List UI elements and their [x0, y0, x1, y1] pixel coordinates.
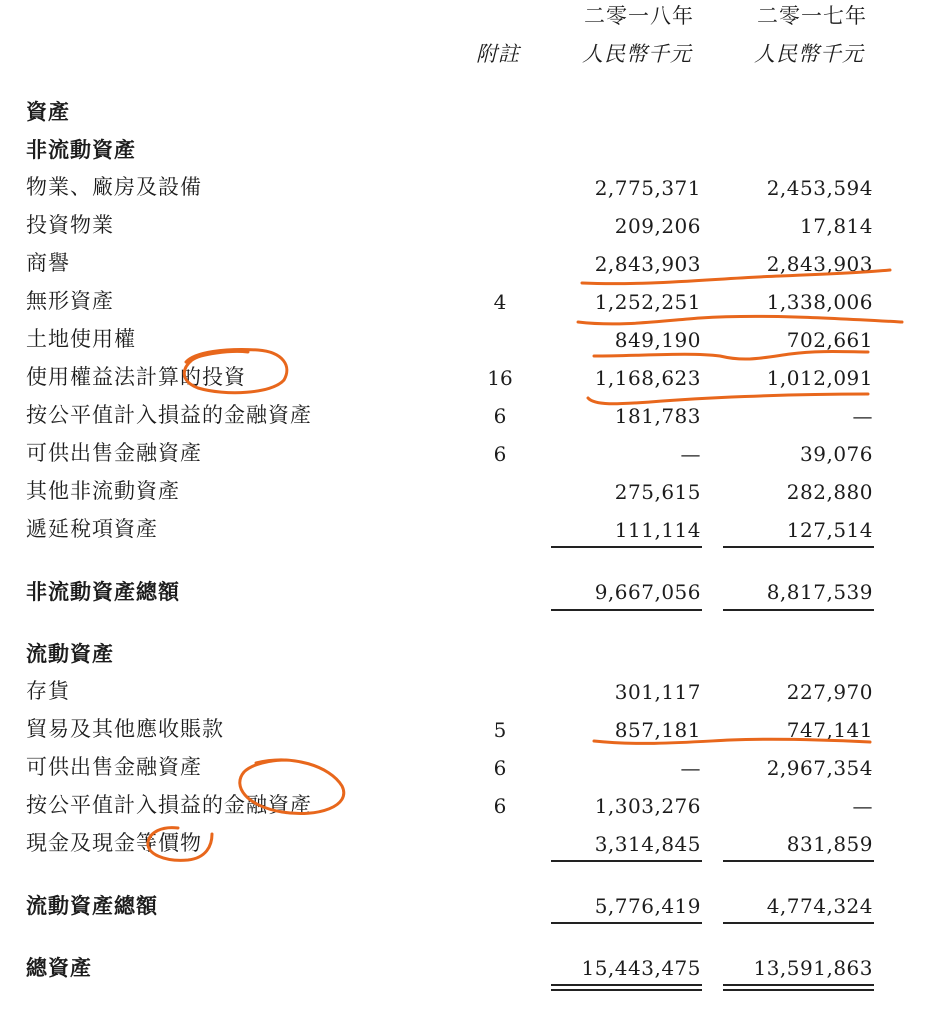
row-label: 使用權益法計算的投資	[26, 365, 246, 389]
value-2018: 1,168,623	[594, 366, 701, 390]
underline-land-use	[594, 352, 868, 360]
header-year-2018: 二零一八年	[584, 4, 694, 28]
note-ref: 16	[487, 366, 513, 390]
value-2017: 747,141	[786, 718, 873, 742]
value-2018: 275,615	[614, 480, 701, 504]
header-currency-2017: 人民幣千元	[754, 42, 864, 66]
underline-goodwill	[582, 270, 890, 284]
value-2018: 15,443,475	[581, 956, 701, 980]
value-2018: 1,303,276	[594, 794, 701, 818]
value-2017: 17,814	[800, 214, 873, 238]
header-currency-2018: 人民幣千元	[582, 42, 692, 66]
row-label: 非流動資產總額	[26, 579, 180, 604]
row-label: 按公平值計入損益的金融資產	[26, 793, 312, 817]
row-label: 按公平值計入損益的金融資產	[26, 403, 312, 427]
row-label: 物業、廠房及設備	[26, 175, 202, 199]
value-2017: 831,859	[786, 832, 873, 856]
circle-equity-investments	[184, 350, 287, 393]
value-2017: 1,338,006	[766, 290, 873, 314]
value-2017: 4,774,324	[766, 894, 873, 918]
value-2018: 849,190	[614, 328, 701, 352]
header-year-2017: 二零一七年	[757, 4, 867, 28]
underline-equity-investments	[588, 394, 868, 404]
underline-intangible	[578, 316, 902, 324]
row-label: 商譽	[26, 251, 70, 275]
value-2017: —	[852, 404, 873, 428]
value-2018: 301,117	[614, 680, 701, 704]
value-2018: 5,776,419	[594, 894, 701, 918]
value-2017: 127,514	[786, 518, 873, 542]
value-2017: 282,880	[786, 480, 873, 504]
row-label: 存貨	[26, 679, 70, 703]
row-label: 土地使用權	[26, 327, 136, 351]
row-label: 流動資產總額	[26, 893, 158, 918]
note-ref: 6	[493, 404, 507, 428]
section-title-assets: 資產	[26, 99, 70, 124]
underline-receivables	[594, 739, 870, 743]
value-2017: 39,076	[800, 442, 873, 466]
value-2018: 2,775,371	[594, 176, 701, 200]
row-label: 可供出售金融資產	[26, 441, 202, 465]
value-2017: 2,843,903	[766, 252, 873, 276]
row-label: 投資物業	[26, 213, 114, 237]
value-2017: 227,970	[786, 680, 873, 704]
value-2017: 2,967,354	[766, 756, 873, 780]
value-2017: 2,453,594	[766, 176, 873, 200]
value-2018: 2,843,903	[594, 252, 701, 276]
value-2018: 857,181	[614, 718, 701, 742]
value-2018: 181,783	[614, 404, 701, 428]
row-label: 可供出售金融資產	[26, 755, 202, 779]
row-label: 其他非流動資產	[26, 479, 180, 503]
row-label: 遞延稅項資產	[26, 517, 158, 541]
value-2017: —	[852, 794, 873, 818]
value-2017: 8,817,539	[766, 580, 873, 604]
row-label: 現金及現金等價物	[26, 831, 202, 855]
row-label: 貿易及其他應收賬款	[26, 717, 224, 741]
note-ref: 6	[493, 756, 507, 780]
circle-cash-equivalents	[148, 828, 212, 861]
value-2018: —	[680, 756, 701, 780]
value-2017: 13,591,863	[753, 956, 873, 980]
value-2018: 9,667,056	[594, 580, 701, 604]
value-2018: 209,206	[614, 214, 701, 238]
note-ref: 4	[493, 290, 507, 314]
note-ref: 6	[493, 442, 507, 466]
value-2018: 1,252,251	[594, 290, 701, 314]
note-ref: 6	[493, 794, 507, 818]
value-2018: 111,114	[614, 518, 701, 542]
section-title-current: 流動資產	[26, 641, 114, 666]
value-2018: —	[680, 442, 701, 466]
value-2017: 1,012,091	[766, 366, 873, 390]
row-label: 總資產	[26, 955, 92, 980]
value-2017: 702,661	[786, 328, 873, 352]
note-ref: 5	[493, 718, 507, 742]
circle-financial-assets	[240, 760, 344, 814]
row-label: 無形資產	[26, 289, 114, 313]
header-note-label: 附註	[476, 42, 520, 66]
section-title-non-current: 非流動資產	[26, 137, 136, 162]
value-2018: 3,314,845	[594, 832, 701, 856]
